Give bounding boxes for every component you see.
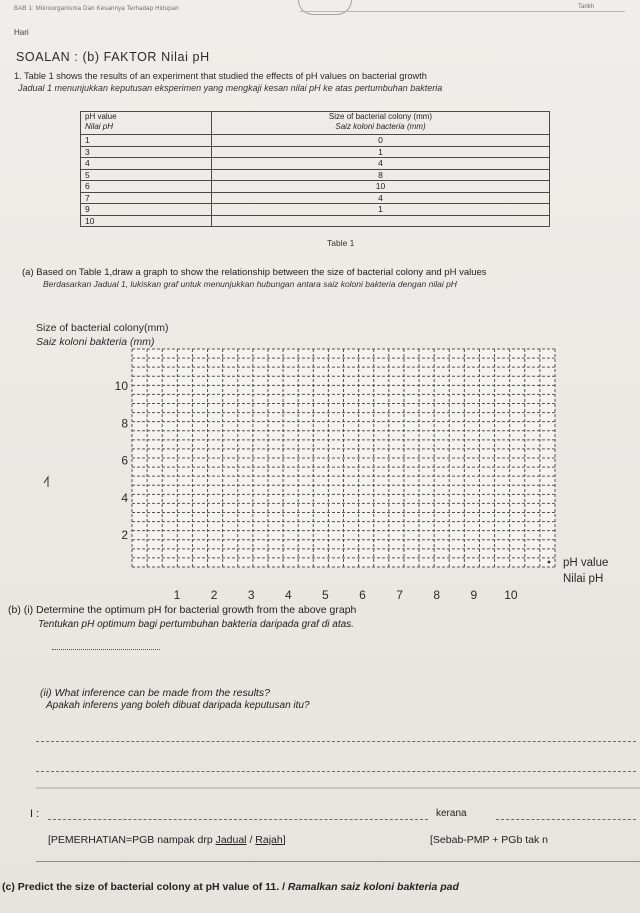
graph-ylabel-ms: Saiz koloni bakteria (mm): [36, 336, 155, 348]
day-label: Hari: [14, 28, 29, 37]
answer-line: [36, 770, 636, 772]
header-ph-en: pH value: [85, 112, 117, 121]
size-cell: 0: [212, 135, 550, 147]
x-tick-label: 1: [173, 588, 181, 602]
x-tick-label: 9: [470, 588, 478, 602]
part-b2-en: (ii) What inference can be made from the results?: [40, 687, 270, 699]
size-cell: 4: [212, 158, 550, 170]
x-tick-label: 3: [247, 588, 255, 602]
table-caption: Table 1: [327, 238, 355, 248]
part-c-en: (c) Predict the size of bacterial colony at pH value of 11. /: [2, 881, 288, 893]
x-tick-label: 6: [359, 588, 366, 602]
ph-cell: 5: [81, 169, 212, 181]
header-size-en: Size of bacterial colony (mm): [328, 112, 433, 121]
date-label: Tarikh: [578, 4, 595, 10]
ph-cell: 9: [81, 204, 212, 216]
kerana-label: kerana: [436, 808, 467, 819]
pen-mark: [44, 477, 48, 487]
graph-xlabel-ms: Nilai pH: [563, 573, 604, 585]
part-c-ms: Ramalkan saiz koloni bakteria pad: [287, 881, 459, 893]
question-intro-en: 1. Table 1 shows the results of an experiment that studied the effects of pH values on bacterial growth: [14, 71, 427, 81]
y-tick-label: 8: [121, 416, 128, 431]
bullet-dot: [548, 561, 551, 564]
pemerhatian-hint: [48, 834, 286, 846]
x-tick-label: 10: [504, 588, 518, 602]
part-b1-ms: Tentukan pH optimum bagi pertumbuhan bakteria daripada graf di atas.: [38, 619, 354, 630]
jadual-word: Jadual: [215, 834, 247, 846]
size-cell: 8: [212, 169, 550, 181]
y-tick-label: 2: [121, 528, 128, 542]
x-tick-label: 4: [284, 588, 292, 602]
rajah-word: Rajah: [255, 834, 283, 846]
answer-line: [48, 818, 428, 820]
part-b1-en: (b) (i) Determine the optimum pH for bacterial growth from the above graph: [8, 604, 357, 616]
y-tick-label: 4: [121, 490, 128, 505]
part-a-ms: Berdasarkan Jadual 1, lukiskan graf untuk menunjukkan hubungan antara saiz koloni bakteria dengan nilai pH: [43, 279, 457, 289]
question-intro-ms: Jadual 1 menunjukkan keputusan eksperimen yang mengkaji kesan nilai pH ke atas pertumbuhan bakteria: [18, 83, 443, 93]
ph-cell: 3: [81, 146, 212, 158]
x-tick-label: 2: [210, 588, 218, 602]
sebab-hint: [Sebab-PMP + PGb tak n: [430, 834, 548, 846]
part-c: [2, 881, 459, 893]
header-ph-ms: Nilai pH: [85, 122, 114, 131]
ph-cell: 10: [81, 215, 212, 227]
answer-line: [496, 818, 636, 820]
ph-cell: 1: [81, 135, 212, 147]
graph-xlabel-en: pH value: [563, 557, 609, 569]
divider: [36, 787, 640, 789]
graph-ylabel-en: Size of bacterial colony(mm): [36, 322, 169, 334]
separator: /: [246, 834, 256, 846]
section-title: SOALAN : (b) FAKTOR Nilai pH: [16, 50, 210, 64]
part-b2-ms: Apakah inferens yang boleh dibuat daripada keputusan itu?: [46, 700, 310, 711]
size-cell: 1: [212, 146, 550, 158]
y-tick-label: 10: [114, 379, 128, 394]
x-tick-label: 8: [433, 588, 441, 602]
ph-cell: 4: [81, 158, 212, 170]
bracket: ]: [282, 834, 286, 846]
answer-line: [52, 648, 160, 650]
answer-line: [36, 740, 636, 742]
size-cell: 4: [212, 192, 550, 204]
header-size-ms: Saiz koloni bacteria (mm): [335, 122, 426, 131]
answer-line: [36, 860, 640, 862]
x-tick-label: 5: [322, 588, 329, 602]
size-cell: 10: [212, 181, 550, 193]
size-cell: 1: [212, 204, 550, 216]
inference-label: I :: [30, 808, 40, 820]
ph-cell: 6: [81, 181, 212, 193]
ph-cell: 7: [81, 192, 212, 204]
x-tick-label: 7: [396, 588, 403, 602]
y-tick-label: 6: [121, 453, 128, 468]
pemerhatian-text: [PEMERHATIAN=PGB nampak drp: [48, 834, 216, 846]
part-a-en: (a) Based on Table 1,draw a graph to show the relationship between the size of bacterial colony and pH values: [22, 267, 487, 278]
running-header: BAB 1: Mikroorganisma Dan Kesannya Terhadap Hidupan: [14, 6, 179, 12]
